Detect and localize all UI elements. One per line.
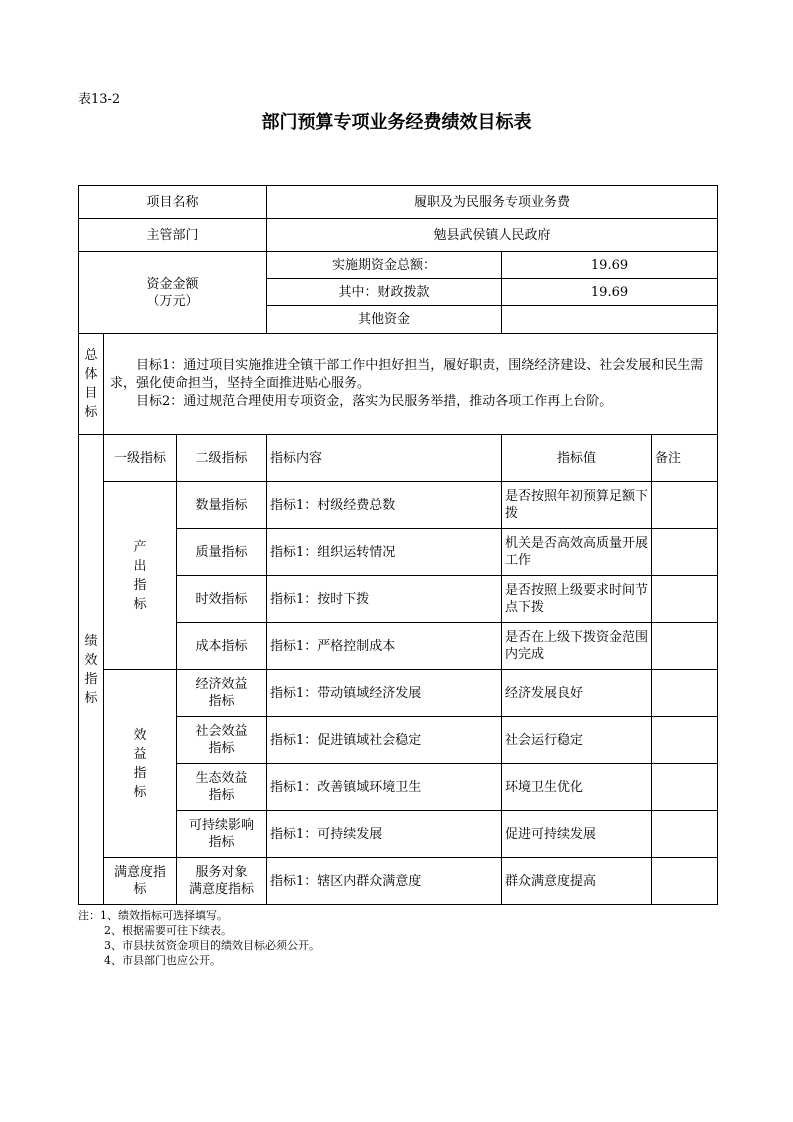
output-indicator-label: 产 出 指 标 xyxy=(104,482,177,670)
performance-target-table xyxy=(78,185,718,905)
funds-total-row xyxy=(79,252,718,279)
value-cell: 经济发展良好 xyxy=(502,670,652,717)
header-content: 指标内容 xyxy=(267,435,502,482)
content-cell: 指标1：辖区内群众满意度 xyxy=(267,858,502,905)
funds-other-value xyxy=(502,306,718,334)
project-name-value: 履职及为民服务专项业务费 xyxy=(267,186,718,219)
funds-total-value: 19.69 xyxy=(502,252,718,279)
value-cell: 是否按照上级要求时间节点下拨 xyxy=(502,576,652,623)
goal-1: 目标1：通过项目实施推进全镇干部工作中担好担当，履好职责，围绕经济建设、社会发展和民生需求，强化使命担当，坚持全面推进贴心服务。 xyxy=(110,358,704,391)
content-cell: 指标1：村级经费总数 xyxy=(267,482,502,529)
remark-cell xyxy=(652,576,718,623)
satisfaction-indicator-label: 满意度指 标 xyxy=(104,858,177,905)
level2-cell: 社会效益 指标 xyxy=(177,717,267,764)
level2-cell: 可持续影响 指标 xyxy=(177,811,267,858)
remark-cell xyxy=(652,623,718,670)
footnote: 4、市县部门也应公开。 xyxy=(104,954,221,967)
goal-2: 目标2：通过规范合理使用专项资金，落实为民服务举措，推动各项工作再上台阶。 xyxy=(136,394,613,409)
funds-label xyxy=(79,252,267,334)
content-cell: 指标1：带动镇域经济发展 xyxy=(267,670,502,717)
page-title: 部门预算专项业务经费绩效目标表 xyxy=(261,112,532,133)
content-cell: 指标1：改善镇域环境卫生 xyxy=(267,764,502,811)
footnotes xyxy=(78,908,320,968)
project-name-label: 项目名称 xyxy=(79,186,267,219)
remark-cell xyxy=(652,717,718,764)
remark-cell xyxy=(652,670,718,717)
content-cell: 指标1：组织运转情况 xyxy=(267,529,502,576)
remark-cell xyxy=(652,529,718,576)
perf-indicator-label: 绩 效 指 标 xyxy=(79,435,104,905)
funds-fiscal-value: 19.69 xyxy=(502,279,718,306)
content-cell: 指标1：严格控制成本 xyxy=(267,623,502,670)
remark-cell xyxy=(652,482,718,529)
overall-goals-row xyxy=(79,334,718,435)
level2-cell: 时效指标 xyxy=(177,576,267,623)
dept-label: 主管部门 xyxy=(79,219,267,252)
header-level1: 一级指标 xyxy=(104,435,177,482)
funds-label-line-1: 资金金额 xyxy=(146,276,199,292)
level2-cell: 成本指标 xyxy=(177,623,267,670)
dept-value: 勉县武侯镇人民政府 xyxy=(267,219,718,252)
header-value: 指标值 xyxy=(502,435,652,482)
overall-goals-text xyxy=(104,334,718,435)
table-row xyxy=(79,858,718,905)
table-row xyxy=(79,482,718,529)
value-cell: 环境卫生优化 xyxy=(502,764,652,811)
level2-cell: 质量指标 xyxy=(177,529,267,576)
content-cell: 指标1：按时下拨 xyxy=(267,576,502,623)
header-level2: 二级指标 xyxy=(177,435,267,482)
funds-other-label: 其他资金 xyxy=(267,306,502,334)
dept-row xyxy=(79,219,718,252)
value-cell: 是否在上级下拨资金范围内完成 xyxy=(502,623,652,670)
header-remark: 备注 xyxy=(652,435,718,482)
table-row xyxy=(79,670,718,717)
funds-total-label: 实施期资金总额： xyxy=(267,252,502,279)
level2-cell: 生态效益 指标 xyxy=(177,764,267,811)
level2-cell: 经济效益 指标 xyxy=(177,670,267,717)
footnote: 2、根据需要可往下续表。 xyxy=(104,924,232,937)
project-name-row xyxy=(79,186,718,219)
overall-goals-label: 总 体 目 标 xyxy=(79,334,104,435)
content-cell: 指标1：可持续发展 xyxy=(267,811,502,858)
indicator-header-row xyxy=(79,435,718,482)
benefit-indicator-label: 效 益 指 标 xyxy=(104,670,177,858)
funds-fiscal-label: 其中：财政拨款 xyxy=(267,279,502,306)
content-cell: 指标1：促进镇域社会稳定 xyxy=(267,717,502,764)
table-number: 表13-2 xyxy=(78,92,121,107)
remark-cell xyxy=(652,811,718,858)
value-cell: 是否按照年初预算足额下拨 xyxy=(502,482,652,529)
footnote: 注：1、绩效指标可选择填写。 xyxy=(78,909,228,922)
footnote: 3、市县扶贫资金项目的绩效目标必须公开。 xyxy=(104,939,320,952)
remark-cell xyxy=(652,764,718,811)
remark-cell xyxy=(652,858,718,905)
value-cell: 机关是否高效高质量开展工作 xyxy=(502,529,652,576)
funds-label-line-2: （万元） xyxy=(146,293,199,309)
value-cell: 社会运行稳定 xyxy=(502,717,652,764)
level2-cell: 服务对象 满意度指标 xyxy=(177,858,267,905)
value-cell: 群众满意度提高 xyxy=(502,858,652,905)
level2-cell: 数量指标 xyxy=(177,482,267,529)
value-cell: 促进可持续发展 xyxy=(502,811,652,858)
